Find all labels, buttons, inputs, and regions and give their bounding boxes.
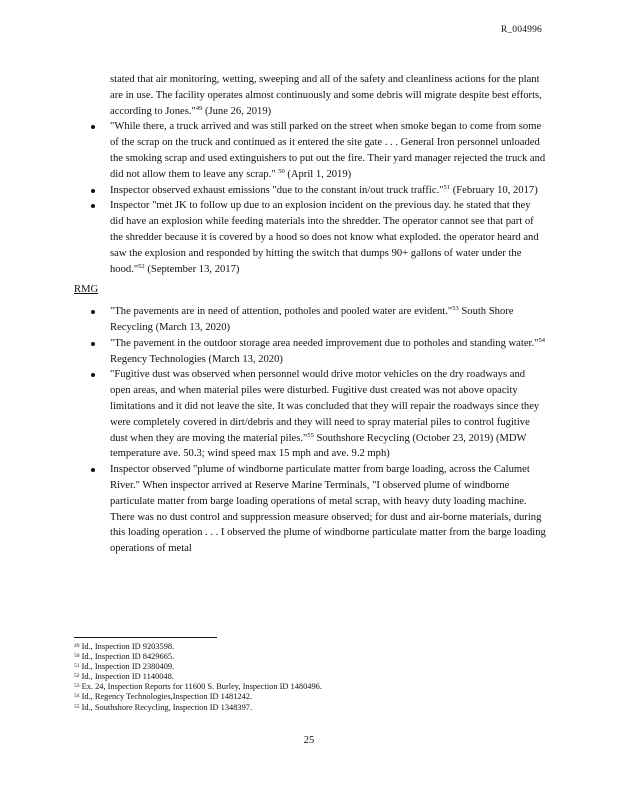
footnote-ref[interactable]: 52 [138,262,145,270]
footnote: $^{53}$ Ex. 24, Inspection Reports for 11600 S. Burley, Inspection ID 1480496. [74,682,322,692]
page-number: 25 [303,735,315,746]
footnote: $^{54}$ Id., Regency Technologies,Inspection ID 1481242. [74,692,253,702]
bates-number: R_004996 [500,25,542,35]
body-text [74,72,546,557]
footnote-ref[interactable]: 50 [278,167,285,175]
section-2-list [74,304,546,557]
footnote: $^{49}$ Id., Inspection ID 9203598. [74,642,175,651]
footnote-divider [74,637,217,638]
footnote: $^{50}$ Id., Inspection ID 8429665. [74,652,175,662]
list-item: Inspector "met JK to follow up due to an explosion incident on the previous day. he stated that they did have an explosion while feeding materials into the shredder. The operator cannot see that part of the shredder because it is covered by a hood so does not know what exploded. the operator heard and saw the explosion and responded by hitting the switch that dumps 90+ gallons of water under the hood."$^{52}$ (September 13, 2017) [74,198,546,277]
section-1-list [74,119,546,277]
footnote: $^{52}$ Id., Inspection ID 1140048. [74,672,174,682]
footnotes [74,642,544,713]
list-item: Inspector observed "plume of windborne particulate matter from barge loading, across the Calumet River." When inspector arrived at Reserve Marine Terminals, "I observed plume of windborne particulate matter from barge loading operations of metal scrap, with heavy duty loading machine. There was no dust control and suppression measure observed; for dust and air-borne materials, during this loading operation . . . I observed the plume of windborne particulate matter from the barge loading operations of metal [74,462,546,557]
footnote-ref[interactable]: 53 [452,305,459,313]
list-item: "The pavement in the outdoor storage area needed improvement due to potholes and standing water."$^{54}$ Regency Technologies (March 13, 2020) [74,336,546,368]
footnote-ref[interactable]: 49 [195,104,203,112]
footnote: $^{51}$ Id., Inspection ID 2380409. [74,662,175,672]
footnote: $^{55}$ Id., Southshore Recycling, Inspection ID 1348397. [74,702,253,712]
list-item: "While there, a truck arrived and was still parked on the street when smoke began to come from some of the scrap on the truck and continued as it entered the site gate . . . General Iron personnel unloaded the smoking scrap and used extinguishers to put out the fire. Their yard manager rejected the truck and did not allow them to leave any scrap." $^{50}$ (April 1, 2019) [74,119,546,182]
list-item: "The pavements are in need of attention, potholes and pooled water are evident."$^{53}$ South Shore Recycling (March 13, 2020) [74,304,546,336]
footnote-ref[interactable]: 54 [538,336,545,344]
list-item: "Fugitive dust was observed when personnel would drive motor vehicles on the dry roadways and open areas, and when material piles were disturbed. Fugitive dust created was not above opacity limitations and it did not leave the site. It was concluded that they will repair the roadways since they were completely covered in dirt/debris and they will need to spray material piles to control fugitive dust when they are moving the material piles."$^{55}$ Southshore Recycling (October 23, 2019) (MDW temperature ave. 50.3; wind speed max 15 mph and ave. 9.2 mph) [74,367,546,462]
footnote-ref[interactable]: 51 [443,183,451,191]
continued-paragraph: stated that air monitoring, wetting, sweeping and all of the safety and cleanliness actions for the plant are in use. The facility operates almost continuously and some debris will migrate despite best efforts, according to Jones."$^{49}$ (June 26, 2019) [110,74,542,117]
section-heading: RMG [74,284,99,296]
footnote-ref[interactable]: 55 [307,431,314,439]
list-item: Inspector observed exhaust emissions "due to the constant in/out truck traffic."$^{51}$ (February 10, 2017) [74,183,546,199]
